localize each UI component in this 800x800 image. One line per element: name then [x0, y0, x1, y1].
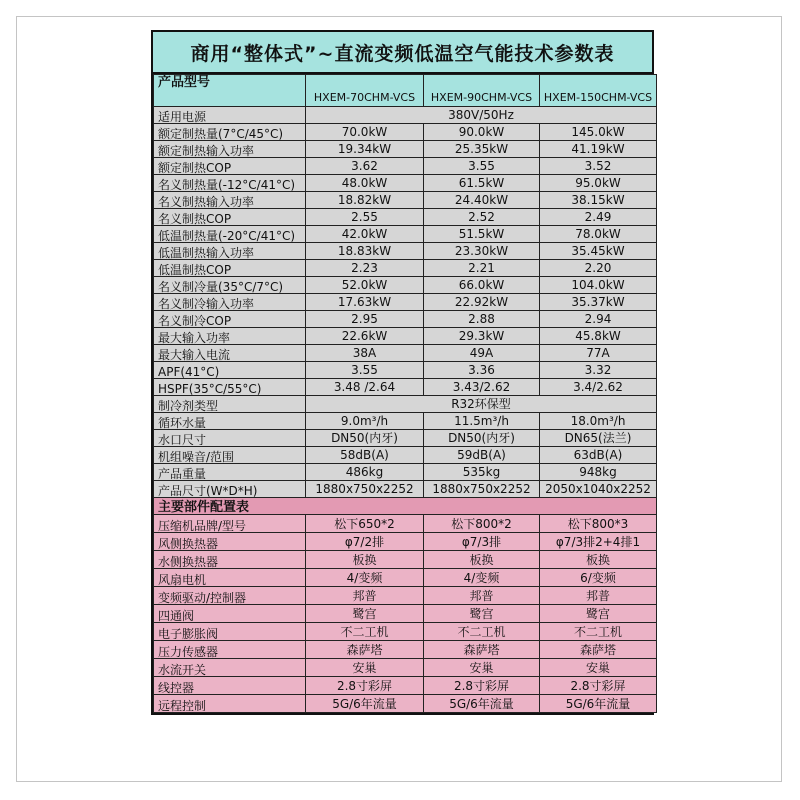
spec-row: [154, 243, 657, 260]
spec-label: 名义制冷输入功率: [154, 294, 306, 311]
spec-label: 额定制热COP: [154, 158, 306, 175]
spec-value: 2.95: [306, 311, 424, 328]
config-value: 5G/6年流量: [540, 695, 657, 713]
spec-value: 3.43/2.62: [424, 379, 540, 396]
model-header-label: 产品型号: [154, 75, 306, 107]
spec-value: 19.34kW: [306, 141, 424, 158]
spec-row: [154, 192, 657, 209]
spec-value: 35.37kW: [540, 294, 657, 311]
config-label: 压力传感器: [154, 641, 306, 659]
config-label: 风侧换热器: [154, 533, 306, 551]
config-value: 邦普: [306, 587, 424, 605]
spec-value: 58dB(A): [306, 447, 424, 464]
spec-value: 63dB(A): [540, 447, 657, 464]
config-value: 2.8寸彩屏: [306, 677, 424, 695]
spec-row: [154, 141, 657, 158]
spec-value: 1880x750x2252: [306, 481, 424, 498]
config-value: 6/变频: [540, 569, 657, 587]
spec-row: [154, 107, 657, 124]
config-value: 板换: [540, 551, 657, 569]
config-value: 松下800*2: [424, 515, 540, 533]
spec-label: 适用电源: [154, 107, 306, 124]
spec-value: 95.0kW: [540, 175, 657, 192]
spec-row: [154, 311, 657, 328]
config-row: [154, 677, 657, 695]
config-row: [154, 623, 657, 641]
spec-value: 948kg: [540, 464, 657, 481]
spec-label: 额定制热输入功率: [154, 141, 306, 158]
config-row: [154, 695, 657, 713]
spec-value: 1880x750x2252: [424, 481, 540, 498]
spec-value: 2.88: [424, 311, 540, 328]
spec-row: [154, 345, 657, 362]
spec-value: 2.49: [540, 209, 657, 226]
spec-row: [154, 158, 657, 175]
config-label: 电子膨胀阀: [154, 623, 306, 641]
spec-value: 61.5kW: [424, 175, 540, 192]
config-label: 线控器: [154, 677, 306, 695]
spec-value: 3.36: [424, 362, 540, 379]
spec-value: 2.21: [424, 260, 540, 277]
spec-value: 45.8kW: [540, 328, 657, 345]
config-value: 鹭宫: [306, 605, 424, 623]
spec-row: [154, 226, 657, 243]
spec-value-merged: 380V/50Hz: [306, 107, 657, 124]
spec-value: 18.0m³/h: [540, 413, 657, 430]
config-value: 鹭宫: [424, 605, 540, 623]
config-value: 板换: [306, 551, 424, 569]
config-value: 松下800*3: [540, 515, 657, 533]
spec-value: 22.6kW: [306, 328, 424, 345]
spec-value: 3.48 /2.64: [306, 379, 424, 396]
config-value: 森萨塔: [540, 641, 657, 659]
spec-label: 低温制热量(-20°C/41°C): [154, 226, 306, 243]
spec-value: 3.55: [424, 158, 540, 175]
spec-value: 41.19kW: [540, 141, 657, 158]
spec-label: 产品重量: [154, 464, 306, 481]
spec-label: 最大输入功率: [154, 328, 306, 345]
spec-row: [154, 209, 657, 226]
spec-value: 42.0kW: [306, 226, 424, 243]
spec-row: [154, 294, 657, 311]
spec-value: 2.55: [306, 209, 424, 226]
spec-value: 49A: [424, 345, 540, 362]
spec-value: 90.0kW: [424, 124, 540, 141]
spec-sheet: [151, 30, 654, 715]
spec-row: [154, 379, 657, 396]
spec-label: 名义制冷量(35°C/7°C): [154, 277, 306, 294]
spec-label: 名义制热COP: [154, 209, 306, 226]
config-value: 森萨塔: [306, 641, 424, 659]
config-value: 鹭宫: [540, 605, 657, 623]
spec-row: [154, 413, 657, 430]
config-value: 5G/6年流量: [424, 695, 540, 713]
config-value: 板换: [424, 551, 540, 569]
model-name: HXEM-90CHM-VCS: [424, 75, 540, 107]
config-value: 安巢: [424, 659, 540, 677]
spec-value: 18.82kW: [306, 192, 424, 209]
config-value: 不二工机: [306, 623, 424, 641]
spec-value: 9.0m³/h: [306, 413, 424, 430]
spec-label: 低温制热COP: [154, 260, 306, 277]
spec-value: 2.94: [540, 311, 657, 328]
spec-row: [154, 328, 657, 345]
spec-value: 18.83kW: [306, 243, 424, 260]
config-row: [154, 551, 657, 569]
config-row: [154, 659, 657, 677]
spec-value: 2.23: [306, 260, 424, 277]
config-row: [154, 515, 657, 533]
model-name: HXEM-150CHM-VCS: [540, 75, 657, 107]
spec-value: 2050x1040x2252: [540, 481, 657, 498]
spec-value: 11.5m³/h: [424, 413, 540, 430]
spec-value: 2.20: [540, 260, 657, 277]
config-label: 远程控制: [154, 695, 306, 713]
config-label: 压缩机品牌/型号: [154, 515, 306, 533]
spec-row: [154, 396, 657, 413]
spec-label: 名义制热输入功率: [154, 192, 306, 209]
spec-label: 名义制热量(-12°C/41°C): [154, 175, 306, 192]
spec-value: DN50(内牙): [306, 430, 424, 447]
config-value: 5G/6年流量: [306, 695, 424, 713]
spec-label: 制冷剂类型: [154, 396, 306, 413]
spec-row: [154, 260, 657, 277]
config-label: 水流开关: [154, 659, 306, 677]
config-row: [154, 569, 657, 587]
config-row: [154, 533, 657, 551]
spec-value: 51.5kW: [424, 226, 540, 243]
config-row: [154, 587, 657, 605]
spec-value: 535kg: [424, 464, 540, 481]
spec-value: 486kg: [306, 464, 424, 481]
spec-value: 3.55: [306, 362, 424, 379]
spec-row: [154, 447, 657, 464]
spec-value: 52.0kW: [306, 277, 424, 294]
spec-row: [154, 464, 657, 481]
config-row: [154, 605, 657, 623]
config-value: 不二工机: [424, 623, 540, 641]
spec-value: 38A: [306, 345, 424, 362]
model-header-row: [154, 75, 657, 107]
config-label: 四通阀: [154, 605, 306, 623]
config-value: 2.8寸彩屏: [424, 677, 540, 695]
config-value: 邦普: [540, 587, 657, 605]
config-value: 安巢: [306, 659, 424, 677]
spec-value: 3.32: [540, 362, 657, 379]
config-value: φ7/3排: [424, 533, 540, 551]
spec-value: 3.62: [306, 158, 424, 175]
config-label: 风扇电机: [154, 569, 306, 587]
spec-value: 3.52: [540, 158, 657, 175]
spec-value: DN65(法兰): [540, 430, 657, 447]
spec-value: 48.0kW: [306, 175, 424, 192]
spec-value: 25.35kW: [424, 141, 540, 158]
spec-row: [154, 175, 657, 192]
config-value: 2.8寸彩屏: [540, 677, 657, 695]
spec-value: 23.30kW: [424, 243, 540, 260]
config-section-title: 主要部件配置表: [154, 498, 657, 515]
spec-row: [154, 481, 657, 498]
spec-value: 2.52: [424, 209, 540, 226]
spec-label: 名义制冷COP: [154, 311, 306, 328]
config-value: 邦普: [424, 587, 540, 605]
spec-row: [154, 277, 657, 294]
config-value: 4/变频: [424, 569, 540, 587]
model-name: HXEM-70CHM-VCS: [306, 75, 424, 107]
config-label: 水侧换热器: [154, 551, 306, 569]
spec-value: 78.0kW: [540, 226, 657, 243]
spec-label: 水口尺寸: [154, 430, 306, 447]
config-row: [154, 641, 657, 659]
config-label: 变频驱动/控制器: [154, 587, 306, 605]
spec-row: [154, 430, 657, 447]
config-value: φ7/3排2+4排1: [540, 533, 657, 551]
spec-value: 22.92kW: [424, 294, 540, 311]
spec-value: 66.0kW: [424, 277, 540, 294]
spec-label: 循环水量: [154, 413, 306, 430]
spec-value: 29.3kW: [424, 328, 540, 345]
config-section-row: [154, 498, 657, 515]
spec-value: 35.45kW: [540, 243, 657, 260]
spec-label: 最大输入电流: [154, 345, 306, 362]
spec-value: 3.4/2.62: [540, 379, 657, 396]
spec-value: 24.40kW: [424, 192, 540, 209]
spec-value: 104.0kW: [540, 277, 657, 294]
spec-value: 145.0kW: [540, 124, 657, 141]
spec-label: APF(41°C): [154, 362, 306, 379]
sheet-title: 商用“整体式”~直流变频低温空气能技术参数表: [153, 32, 652, 74]
spec-value: 59dB(A): [424, 447, 540, 464]
spec-label: 低温制热输入功率: [154, 243, 306, 260]
spec-row: [154, 124, 657, 141]
config-value: 松下650*2: [306, 515, 424, 533]
spec-label: 机组噪音/范围: [154, 447, 306, 464]
config-value: φ7/2排: [306, 533, 424, 551]
spec-label: HSPF(35°C/55°C): [154, 379, 306, 396]
spec-value-merged: R32环保型: [306, 396, 657, 413]
spec-table: [153, 74, 657, 713]
spec-value: DN50(内牙): [424, 430, 540, 447]
spec-row: [154, 362, 657, 379]
spec-value: 70.0kW: [306, 124, 424, 141]
spec-value: 77A: [540, 345, 657, 362]
config-value: 不二工机: [540, 623, 657, 641]
spec-value: 38.15kW: [540, 192, 657, 209]
spec-label: 额定制热量(7°C/45°C): [154, 124, 306, 141]
config-value: 4/变频: [306, 569, 424, 587]
spec-value: 17.63kW: [306, 294, 424, 311]
config-value: 森萨塔: [424, 641, 540, 659]
config-value: 安巢: [540, 659, 657, 677]
spec-label: 产品尺寸(W*D*H): [154, 481, 306, 498]
